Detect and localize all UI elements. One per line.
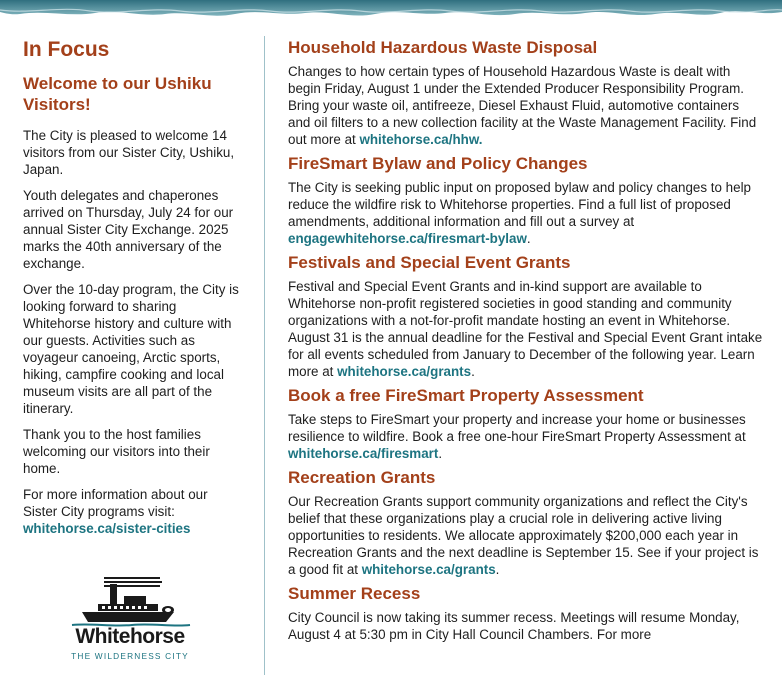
logo-tagline: THE WILDERNESS CITY [71,651,189,661]
thanks-paragraph: Thank you to the host families welcoming our visitors into their home. [23,427,210,476]
sternwheeler-icon [62,574,198,628]
firesmart-assessment-link[interactable]: whitehorse.ca/firesmart [288,446,439,461]
in-focus-column [23,38,245,546]
hhw-text: Changes to how certain types of Household Hazardous Waste is dealt with begin Friday, August 1 under the Extended Producer Responsibility Program. Bring your waste oil, antifreeze, Diesel Exhaust Fluid, automotive containers and oil filters to a new collection facility at the Waste Management Facility. Find out more at [288,64,757,147]
water-banner-graphic [0,0,782,24]
hhw-link[interactable]: whitehorse.ca/hhw. [359,132,483,147]
festival-grants-link[interactable]: whitehorse.ca/grants [337,364,472,379]
recreation-grants-heading: Recreation Grants [288,468,436,487]
firesmart-bylaw-text: The City is seeking public input on proposed bylaw and policy changes to help reduce the wildfire risk to Whitehorse properties. Find a full list of proposed amendments, additional information and fill out a survey at [288,180,752,229]
firesmart-bylaw-paragraph [288,179,764,247]
welcome-subheading: Welcome to our Ushiku Visitors! [23,74,212,114]
more-info-text: For more information about our Sister City programs visit: [23,487,208,519]
festival-grants-heading: Festivals and Special Event Grants [288,253,571,272]
firesmart-bylaw-link[interactable]: engagewhitehorse.ca/firesmart-bylaw [288,231,527,246]
more-info-paragraph [23,486,245,537]
period: . [438,446,443,461]
recreation-grants-link[interactable]: whitehorse.ca/grants [361,562,496,577]
recreation-grants-paragraph [288,493,764,578]
welcome-paragraph: The City is pleased to welcome 14 visitors from our Sister City, Ushiku, Japan. [23,128,235,177]
hhw-heading: Household Hazardous Waste Disposal [288,38,598,57]
logo-wordmark: Whitehorse [75,625,185,648]
firesmart-assessment-text: Take steps to FireSmart your property and increase your home or businesses resilience to wildfire. Book a free one-hour FireSmart Property Assessment at [288,412,746,444]
period: . [495,562,500,577]
whitehorse-logo [62,574,198,666]
firesmart-bylaw-heading: FireSmart Bylaw and Policy Changes [288,154,588,173]
news-column [288,38,764,649]
festival-grants-text: Festival and Special Event Grants and in-kind support are available to Whitehorse non-profit registered societies in good standing and community organizations with a not-for-profit mandate hosting an event in Whitehorse. August 31 is the annual deadline for the Festival and Special Event Grant intake for all events scheduled from January to December of the following year. Learn more at [288,279,763,379]
summer-recess-heading: Summer Recess [288,584,421,603]
recreation-grants-text: Our Recreation Grants support community organizations and reflect the City's belief that these organizations play a crucial role in delivering active living opportunities to residents. We allocate approximately $200,000 each year in Recreation Grants and the next deadline is September 15. See if your project is a good fit at [288,494,759,577]
header-banner [0,0,782,24]
column-divider [264,36,265,675]
period: . [471,364,475,379]
delegates-paragraph: Youth delegates and chaperones arrived on Thursday, July 24 for our annual Sister City Exchange. 2025 marks the 40th anniversary of the exchange. [23,188,234,271]
firesmart-assessment-paragraph [288,411,764,462]
summer-recess-paragraph: City Council is now taking its summer recess. Meetings will resume Monday, August 4 at 5:30 pm in City Hall Council Chambers. For more [288,610,740,642]
festival-grants-paragraph [288,278,764,380]
in-focus-heading: In Focus [23,38,110,61]
program-paragraph: Over the 10-day program, the City is looking forward to sharing Whitehorse history and culture with our guests. Activities such as voyageur canoeing, Arctic sports, hiking, campfire cooking and local museum visits are all part of the itinerary. [23,282,239,416]
firesmart-assessment-heading: Book a free FireSmart Property Assessment [288,386,644,405]
sister-cities-link[interactable]: whitehorse.ca/sister-cities [23,521,191,536]
period: . [526,231,531,246]
hhw-paragraph [288,63,764,148]
